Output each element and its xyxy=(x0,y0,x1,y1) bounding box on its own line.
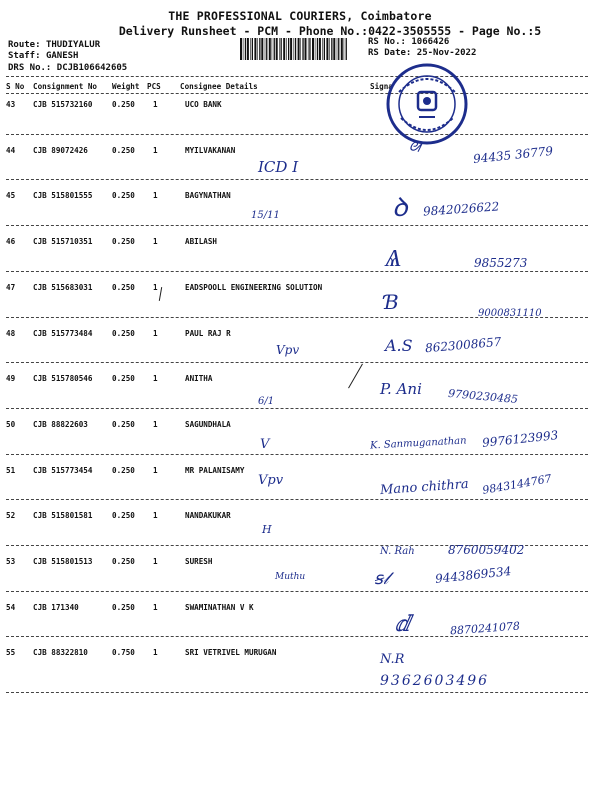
barcode-bar xyxy=(245,38,246,60)
note-44: ICD I xyxy=(258,158,299,176)
row-pcs: 1 xyxy=(153,145,158,155)
route-field xyxy=(8,40,100,50)
phone-45: 9842026622 xyxy=(422,199,500,219)
row-divider xyxy=(6,362,588,363)
barcode-bar xyxy=(254,38,256,60)
row-sno: 54 xyxy=(6,602,16,612)
row-weight: 0.250 xyxy=(112,419,135,429)
row-divider xyxy=(6,408,588,409)
row-consignment: CJB 515801555 xyxy=(33,191,93,201)
phone-44: 94435 36779 xyxy=(472,143,554,167)
row-consignment: CJB 515732160 xyxy=(33,100,93,109)
barcode-bar xyxy=(290,38,292,60)
row-sno: 50 xyxy=(6,419,16,429)
row-divider xyxy=(6,271,588,272)
phone-48: 8623008657 xyxy=(424,334,502,356)
barcode-bar xyxy=(305,38,307,60)
barcode-bar xyxy=(333,38,335,60)
barcode-bar xyxy=(298,38,300,60)
row-divider xyxy=(6,134,588,135)
row-weight: 0.250 xyxy=(112,237,135,247)
col-sno: S No xyxy=(6,82,25,91)
row-sno: 43 xyxy=(6,100,16,109)
barcode-bar xyxy=(288,38,289,60)
barcode-bar xyxy=(240,38,242,60)
barcode-bar xyxy=(322,38,323,60)
barcode-bar xyxy=(252,38,253,60)
row-weight: 0.250 xyxy=(112,328,135,338)
barcode-bar xyxy=(319,38,321,60)
barcode-bar xyxy=(346,38,347,60)
row-weight: 0.250 xyxy=(112,282,135,292)
route-value: THUDIYALUR xyxy=(45,40,101,50)
row-pcs: 1 xyxy=(153,511,158,521)
row-pcs: 1 xyxy=(153,191,158,201)
signature-47: Ɓ xyxy=(384,290,399,314)
barcode-bar xyxy=(331,38,332,60)
row-consignment: CJB 171340 xyxy=(33,602,79,612)
barcode-bar xyxy=(276,38,278,60)
drs-value: DCJB106642605 xyxy=(56,63,128,73)
row-weight: 0.250 xyxy=(112,602,135,612)
row-consignee: EADSPOOLL ENGINEERING SOLUTION xyxy=(185,282,323,292)
staff-value: GANESH xyxy=(45,51,79,61)
row-divider xyxy=(6,591,588,592)
rs-date-value: 25-Nov-2022 xyxy=(416,48,477,58)
barcode-bar xyxy=(295,38,296,60)
row-consignment: CJB 89072426 xyxy=(33,145,88,155)
drs-label: DRS No.: xyxy=(8,63,52,73)
barcode-bar xyxy=(243,38,244,60)
barcode-bar xyxy=(274,38,275,60)
row-sno: 44 xyxy=(6,145,16,155)
row-consignee: MYILVAKANAN xyxy=(185,145,236,155)
signature-51: Mano chithra xyxy=(379,476,470,499)
barcode-bar xyxy=(329,38,330,60)
signature-49: P. Ani xyxy=(380,380,422,398)
row-pcs: 1 xyxy=(153,328,158,338)
barcode-bar xyxy=(315,38,316,60)
row-pcs: 1 xyxy=(153,374,158,384)
barcode-image xyxy=(240,38,348,60)
row-sno: 46 xyxy=(6,237,16,247)
row-weight: 0.250 xyxy=(112,557,135,566)
row-pcs: 1 xyxy=(153,557,158,566)
rs-no-field xyxy=(368,37,449,47)
row-sno: 48 xyxy=(6,328,16,338)
row-sno: 52 xyxy=(6,511,16,521)
phone-54: 8870241078 xyxy=(449,619,521,638)
phone-50: 9976123993 xyxy=(481,428,559,450)
col-signature: Signa xyxy=(370,82,393,91)
row-pcs: 1 xyxy=(153,419,158,429)
rs-date-field xyxy=(368,48,476,58)
header-divider-top xyxy=(6,76,588,77)
barcode-bar xyxy=(272,38,273,60)
signature-50: K. Sanmuganathan xyxy=(369,435,467,452)
row-weight: 0.250 xyxy=(112,374,135,384)
barcode-bar xyxy=(338,38,339,60)
signature-54: ⅆ xyxy=(395,612,411,637)
signature-55: N.R xyxy=(380,652,405,667)
post-office-stamp xyxy=(385,62,469,146)
row-pcs: 1 xyxy=(153,648,158,658)
barcode-bar xyxy=(281,38,282,60)
phone-49: 9790230485 xyxy=(447,386,519,407)
row-consignee: SRI VETRIVEL MURUGAN xyxy=(185,648,277,658)
note-45: 15/11 xyxy=(251,210,280,221)
phone-55: 9362603496 xyxy=(380,673,490,689)
barcode-bar xyxy=(247,38,249,60)
signature-46: Ѧ xyxy=(385,244,402,272)
barcode-bar xyxy=(286,38,287,60)
barcode-bar xyxy=(337,38,338,60)
drs-field xyxy=(8,63,127,73)
row-consignment: CJB 88322810 xyxy=(33,648,88,658)
staff-label: Staff: xyxy=(8,51,41,61)
barcode-bar xyxy=(308,38,309,60)
signature-52: N. Rah xyxy=(380,546,415,557)
row-pcs: 1 xyxy=(153,237,158,247)
row-consignee: ABILASH xyxy=(185,237,218,247)
signature-48: A.S xyxy=(385,336,413,355)
row-divider xyxy=(6,454,588,455)
col-weight: Weight xyxy=(112,82,140,91)
barcode-bar xyxy=(265,38,266,60)
phone-46: 9855273 xyxy=(474,256,528,270)
barcode-bar xyxy=(324,38,325,60)
barcode-bar xyxy=(257,38,258,60)
row-pcs: 1 xyxy=(153,465,158,475)
rs-no-value: 1066426 xyxy=(411,37,450,47)
row-consignee: UCO BANK xyxy=(185,100,222,109)
tick-mark xyxy=(159,287,162,301)
barcode-bar xyxy=(250,38,251,60)
col-consignment: Consignment No xyxy=(33,82,98,91)
barcode-bar xyxy=(283,38,285,60)
row-sno: 51 xyxy=(6,465,16,475)
row-weight: 0.250 xyxy=(112,511,135,521)
barcode-bar xyxy=(302,38,303,60)
row-consignment: CJB 515683031 xyxy=(33,282,93,292)
row-weight: 0.250 xyxy=(112,145,135,155)
barcode-bar xyxy=(294,38,295,60)
barcode-bar xyxy=(261,38,263,60)
barcode-bar xyxy=(279,38,280,60)
row-consignee: PAUL RAJ R xyxy=(185,328,231,338)
row-sno: 49 xyxy=(6,374,16,384)
row-consignment: CJB 515801581 xyxy=(33,511,93,521)
row-pcs: 1 xyxy=(153,100,158,109)
route-label: Route: xyxy=(8,40,41,50)
signature-53: ꞩ𝓁 xyxy=(374,569,389,589)
row-consignee: MR PALANISAMY xyxy=(185,465,245,475)
barcode-bar xyxy=(344,38,345,60)
row-weight: 0.250 xyxy=(112,191,135,201)
pen-stroke xyxy=(348,364,363,389)
note-50: V xyxy=(260,437,270,452)
phone-51: 9843144767 xyxy=(481,472,553,497)
rs-no-label: RS No.: xyxy=(368,37,406,47)
row-sno: 45 xyxy=(6,191,16,201)
barcode-bar xyxy=(266,38,267,60)
row-consignee: ANITHA xyxy=(185,374,213,384)
note-53: Muthu xyxy=(275,572,306,582)
row-weight: 0.250 xyxy=(112,465,135,475)
barcode-bar xyxy=(326,38,328,60)
row-consignee: NANDAKUKAR xyxy=(185,511,231,521)
note-49: 6/1 xyxy=(258,396,275,407)
signature-44: ᘛ xyxy=(407,139,422,156)
signature-45: ꝺ xyxy=(392,193,408,223)
row-divider xyxy=(6,225,588,226)
barcode-bar xyxy=(269,38,271,60)
phone-52: 8760059402 xyxy=(448,543,525,557)
staff-field xyxy=(8,51,78,61)
barcode-bar xyxy=(341,38,343,60)
row-divider xyxy=(6,499,588,500)
rs-date-label: RS Date: xyxy=(368,48,412,58)
row-weight: 0.250 xyxy=(112,100,135,109)
company-title: THE PROFESSIONAL COURIERS, Coimbatore xyxy=(168,9,432,23)
barcode-bar xyxy=(312,38,314,60)
final-divider xyxy=(6,692,588,693)
row-consignment: CJB 515773454 xyxy=(33,465,93,475)
row-consignee: SWAMINATHAN V K xyxy=(185,602,254,612)
row-divider xyxy=(6,636,588,637)
row-consignment: CJB 515710351 xyxy=(33,237,93,247)
barcode-bar xyxy=(309,38,310,60)
row-weight: 0.750 xyxy=(112,648,135,658)
row-consignee: SURESH xyxy=(185,557,213,566)
barcode-bar xyxy=(259,38,260,60)
col-pcs: PCS xyxy=(147,82,161,91)
row-sno: 53 xyxy=(6,557,16,566)
row-consignee: SAGUNDHALA xyxy=(185,419,231,429)
barcode-bar xyxy=(300,38,301,60)
barcode-bar xyxy=(317,38,318,60)
note-52: H xyxy=(262,523,272,536)
row-sno: 55 xyxy=(6,648,16,658)
row-consignment: CJB 515801513 xyxy=(33,557,93,566)
row-pcs: 1 xyxy=(153,282,158,292)
row-consignment: CJB 88822603 xyxy=(33,419,88,429)
col-consignee: Consignee Details xyxy=(180,82,258,91)
header-divider-bottom xyxy=(6,93,588,94)
runsheet-subtitle: Delivery Runsheet - PCM - Phone No.:0422-3505555 - Page No.:5 xyxy=(118,24,542,38)
row-divider xyxy=(6,179,588,180)
note-51: Vpv xyxy=(258,473,284,488)
row-consignment: CJB 515773484 xyxy=(33,328,93,338)
phone-53: 9443869534 xyxy=(434,564,512,586)
row-consignee: BAGYNATHAN xyxy=(185,191,231,201)
phone-47: 9000831110 xyxy=(478,308,542,319)
row-consignment: CJB 515780546 xyxy=(33,374,93,384)
row-sno: 47 xyxy=(6,282,16,292)
note-48: Vpv xyxy=(276,343,300,357)
row-pcs: 1 xyxy=(153,602,158,612)
